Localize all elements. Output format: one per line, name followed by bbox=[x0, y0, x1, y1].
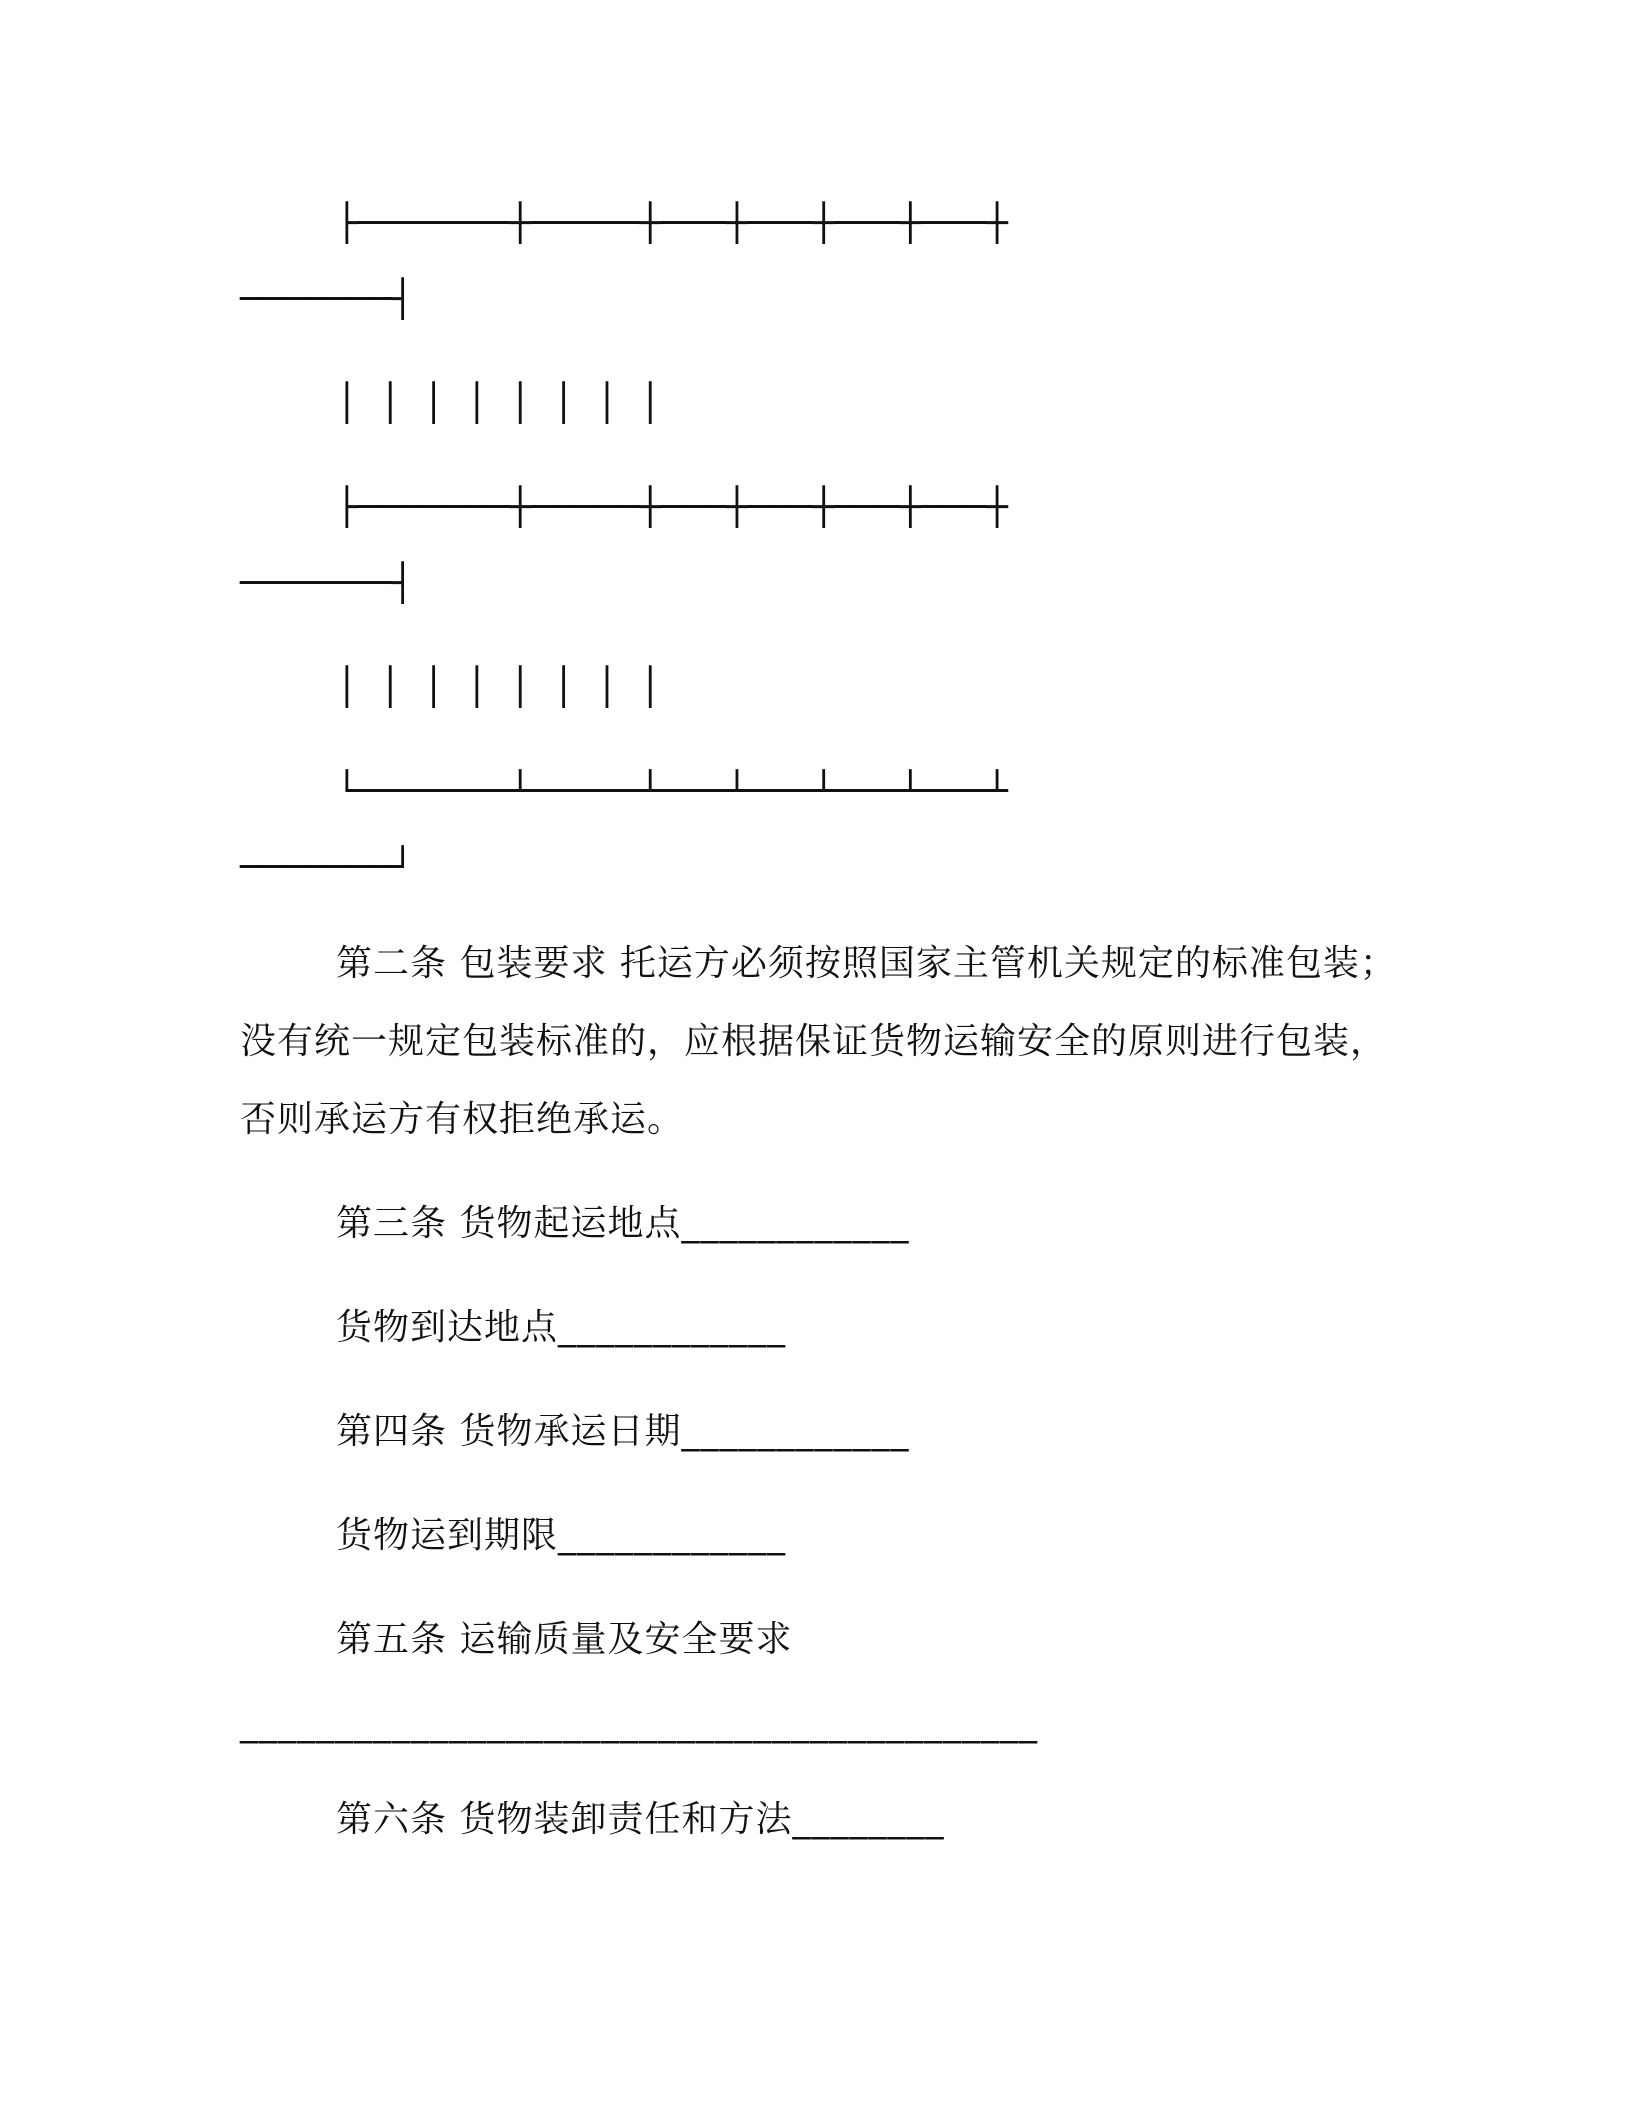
article-3-origin: 第三条 货物起运地点____________ bbox=[336, 1203, 910, 1244]
article-2-line-3: 否则承运方有权拒绝承运。 bbox=[240, 1099, 685, 1140]
table-border-bottom-cont: ───────┘ bbox=[240, 847, 414, 888]
table-cell-row-2: │ │ │ │ │ │ │ │ bbox=[336, 667, 662, 708]
table-border-bottom: └───────┴─────┴───┴───┴───┴───┴ bbox=[336, 771, 1008, 812]
article-4-deadline: 货物运到期限____________ bbox=[336, 1515, 787, 1556]
table-border-row-2-cont: ───────┤ bbox=[240, 563, 414, 604]
article-2-line-1: 第二条 包装要求 托运方必须按照国家主管机关规定的标准包装； bbox=[336, 943, 1397, 984]
article-2-line-2: 没有统一规定包装标准的，应根据保证货物运输安全的原则进行包装， bbox=[240, 1021, 1388, 1062]
article-4-date: 第四条 货物承运日期____________ bbox=[336, 1411, 910, 1452]
article-5-blank: __________________________________________ bbox=[240, 1703, 1038, 1744]
table-border-row-1-cont: ───────┤ bbox=[240, 279, 414, 320]
article-5-heading: 第五条 运输质量及安全要求 bbox=[336, 1619, 793, 1660]
table-border-row-1: ├───────┼─────┼───┼───┼───┼───┼ bbox=[336, 203, 1008, 244]
article-6-heading: 第六条 货物装卸责任和方法________ bbox=[336, 1799, 945, 1840]
table-border-row-2: ├───────┼─────┼───┼───┼───┼───┼ bbox=[336, 487, 1008, 528]
article-3-destination: 货物到达地点____________ bbox=[336, 1307, 787, 1348]
table-cell-row-1: │ │ │ │ │ │ │ │ bbox=[336, 383, 662, 424]
